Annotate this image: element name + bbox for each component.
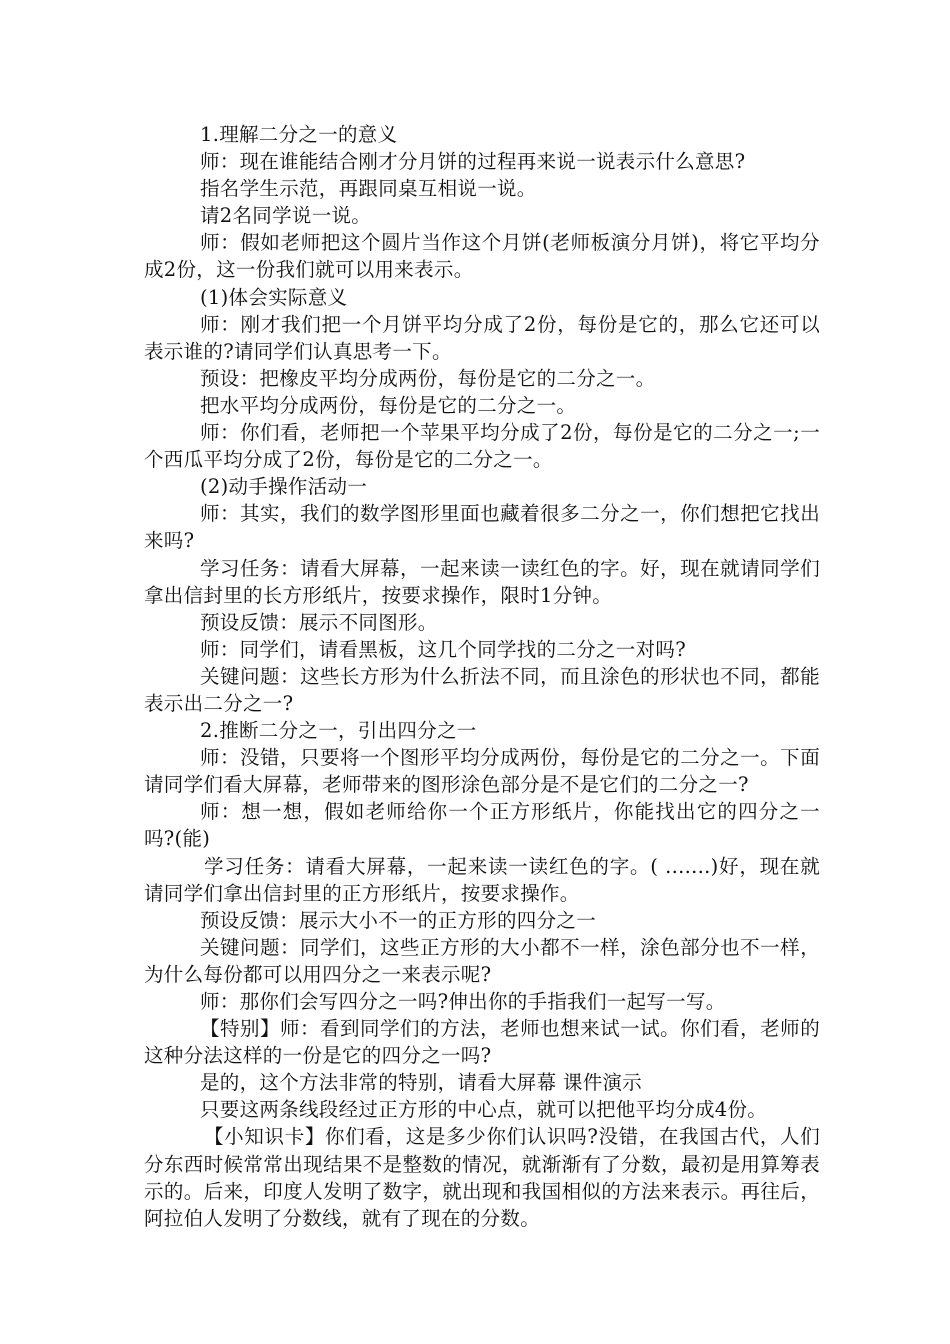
paragraph: 请2名同学说一说。 <box>200 204 372 228</box>
paragraph: 关键问题：这些长方形为什么折法不同，而且涂色的形状也不同，都能表示出二分之一? <box>144 664 820 715</box>
paragraph: 师：同学们，请看黑板，这几个同学找的二分之一对吗? <box>200 637 686 661</box>
paragraph: 只要这两条线段经过正方形的中心点，就可以把他平均分成4份。 <box>200 1098 768 1122</box>
paragraph: 【特别】师：看到同学们的方法，老师也想来试一试。你们看，老师的这种分法这样的一份是它的四分之一吗? <box>144 1017 820 1068</box>
paragraph: 把水平均分成两份，每份是它的二分之一。 <box>200 393 577 417</box>
subsection-heading: (2)动手操作活动一 <box>200 475 368 499</box>
section-heading: 1.理解二分之一的意义 <box>200 123 398 146</box>
paragraph: 学习任务：请看大屏幕，一起来读一读红色的字。( .......)好，现在就请同学们拿出信封里的正方形纸片，按要求操作。 <box>144 854 820 905</box>
paragraph: 关键问题：同学们，这些正方形的大小都不一样，涂色部分也不一样，为什么每份都可以用四分之一来表示呢? <box>144 935 820 986</box>
paragraph: 师：刚才我们把一个月饼平均分成了2份，每份是它的，那么它还可以表示谁的?请同学们认真思考一下。 <box>144 312 820 363</box>
paragraph: 是的，这个方法非常的特别，请看大屏幕 课件演示 <box>200 1071 643 1095</box>
paragraph: 预设反馈：展示不同图形。 <box>200 610 438 634</box>
paragraph: 师：假如老师把这个圆片当作这个月饼(老师板演分月饼)，将它平均分成2份，这一份我们就可以用来表示。 <box>144 231 820 282</box>
paragraph: 师：那你们会写四分之一吗?伸出你的手指我们一起写一写。 <box>200 990 726 1013</box>
paragraph: 学习任务：请看大屏幕，一起来读一读红色的字。好，现在就请同学们拿出信封里的长方形纸片，按要求操作，限时1分钟。 <box>144 556 820 607</box>
paragraph: 预设：把橡皮平均分成两份，每份是它的二分之一。 <box>200 366 656 390</box>
paragraph: 指名学生示范，再跟同桌互相说一说。 <box>200 177 537 201</box>
paragraph: 师：其实，我们的数学图形里面也藏着很多二分之一，你们想把它找出来吗? <box>144 502 820 553</box>
paragraph: 师：没错，只要将一个图形平均分成两份，每份是它的二分之一。下面请同学们看大屏幕，老师带来的图形涂色部分是不是它们的二分之一? <box>144 746 820 797</box>
subsection-heading: (1)体会实际意义 <box>200 285 348 309</box>
knowledge-card-paragraph: 【小知识卡】你们看，这是多少你们认识吗?没错，在我国古代，人们分东西时候常常出现结果不是整数的情况，就渐渐有了分数，最初是用算筹表示的。后来，印度人发明了数字，就出现和我国相似的方法来表示。再往后，阿拉伯人发明了分数线，就有了现在的分数。 <box>144 1125 820 1230</box>
paragraph: 师：你们看，老师把一个苹果平均分成了2份，每份是它的二分之一;一个西瓜平均分成了2份，每份是它的二分之一。 <box>144 421 820 472</box>
paragraph: 预设反馈：展示大小不一的正方形的四分之一 <box>200 908 597 932</box>
document-body <box>144 121 820 1232</box>
paragraph: 师：现在谁能结合刚才分月饼的过程再来说一说表示什么意思? <box>200 150 746 174</box>
paragraph: 师：想一想，假如老师给你一个正方形纸片，你能找出它的四分之一吗?(能) <box>144 800 820 851</box>
section-heading: 2.推断二分之一，引出四分之一 <box>200 719 477 743</box>
